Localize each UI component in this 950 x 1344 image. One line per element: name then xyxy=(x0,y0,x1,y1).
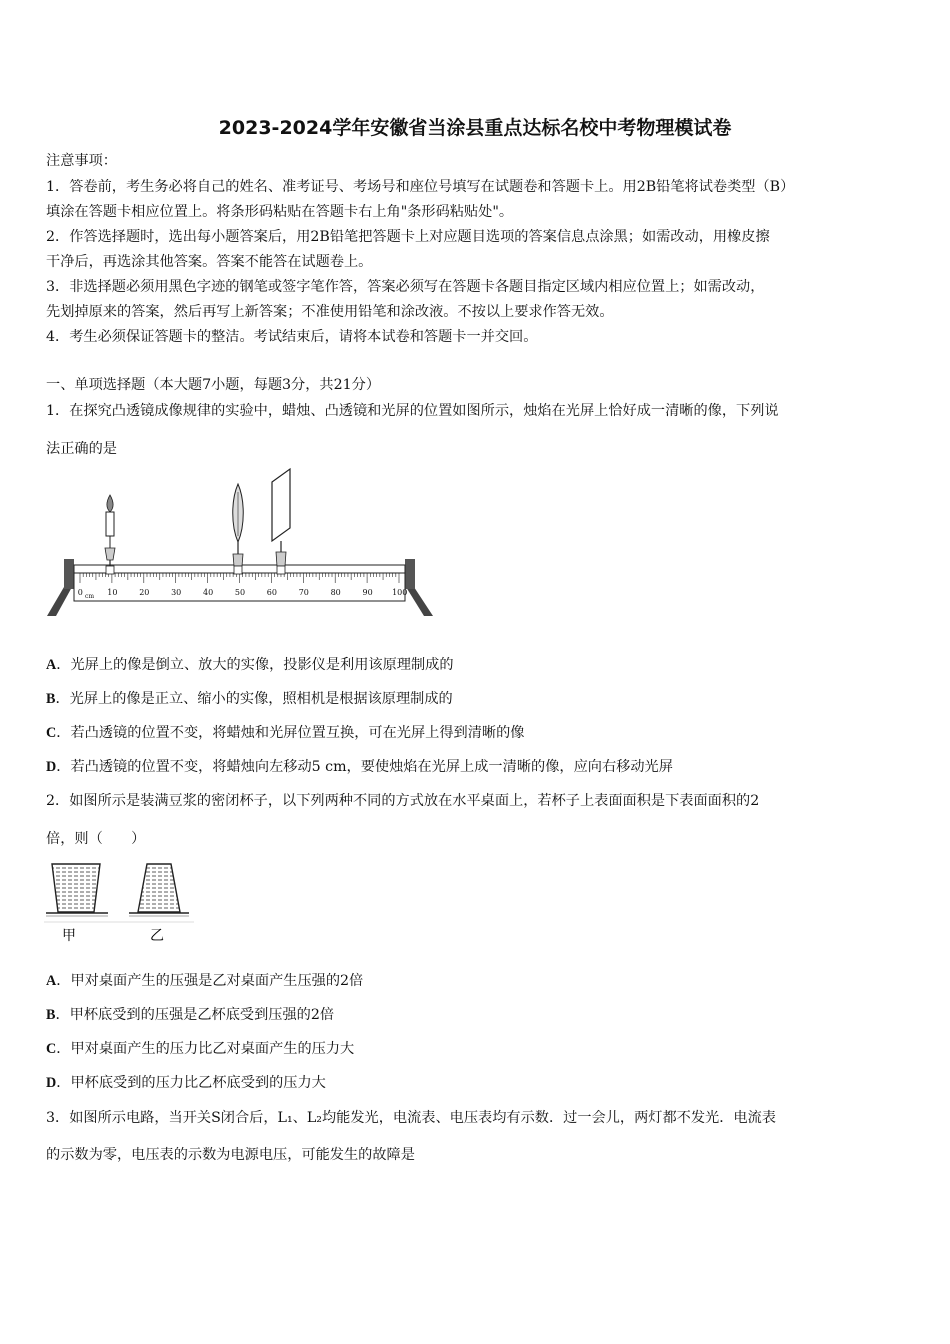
notice-line: 4．考生必须保证答题卡的整洁。考试结束后，请将本试卷和答题卡一并交回。 xyxy=(46,329,538,345)
notice-line: 3．非选择题必须用黑色字迹的钢笔或签字笔作答，答案必须写在答题卡各题目指定区域内相应位置上；如需改动， xyxy=(46,279,765,295)
section-heading: 一、单项选择题（本大题7小题，每题3分，共21分） xyxy=(46,377,381,393)
option-key: B xyxy=(46,1007,56,1023)
question-1-text: 法正确的是 xyxy=(46,441,117,457)
label-yi: 乙 xyxy=(150,928,164,944)
cup-yi xyxy=(129,864,189,916)
notice-heading: 注意事项： xyxy=(46,153,117,169)
ruler-tick-label: 40 xyxy=(203,588,214,597)
label-jia: 甲 xyxy=(62,928,76,944)
cups-figure xyxy=(44,858,194,946)
candle xyxy=(105,495,115,574)
notice-line: 先划掉原来的答案，然后再写上新答案；不准使用铅笔和涂改液。不按以上要求作答无效。 xyxy=(46,304,614,320)
q2-option-c[interactable] xyxy=(46,1040,354,1058)
option-key: C xyxy=(46,1041,57,1057)
light-screen xyxy=(272,469,290,574)
bench-end-left xyxy=(64,559,74,589)
question-2-text: 2．如图所示是装满豆浆的密闭杯子，以下列两种不同的方式放在水平桌面上，若杯子上表面面积是下表面面积的2 xyxy=(46,793,760,809)
option-key: D xyxy=(46,759,57,775)
q1-option-a[interactable] xyxy=(46,656,454,674)
page-title: 2023-2024学年安徽省当涂县重点达标名校中考物理模试卷 xyxy=(218,117,732,139)
option-key: A xyxy=(46,973,57,989)
option-key: D xyxy=(46,1075,57,1091)
option-text: ．光屏上的像是倒立、放大的实像，投影仪是利用该原理制成的 xyxy=(56,657,454,673)
notice-line: 填涂在答题卡相应位置上。将条形码粘贴在答题卡右上角"条形码粘贴处"。 xyxy=(46,204,514,220)
notice-line: 2．作答选择题时，选出每小题答案后，用2B铅笔把答题卡上对应题目选项的答案信息点涂黑；如需改动，用橡皮擦 xyxy=(46,229,770,245)
option-text: ．甲杯底受到的压强是乙杯底受到压强的2倍 xyxy=(55,1007,335,1023)
option-text: ．若凸透镜的位置不变，将蜡烛向左移动5 cm，要使烛焰在光屏上成一清晰的像，应向右移动光屏 xyxy=(56,759,673,775)
ruler-tick-label: 0 xyxy=(77,588,83,597)
ruler-tick-label: cm xyxy=(85,593,95,600)
option-text: ．若凸透镜的位置不变，将蜡烛和光屏位置互换，可在光屏上得到清晰的像 xyxy=(56,725,525,741)
q2-option-d[interactable] xyxy=(46,1074,326,1092)
notice-line: 干净后，再选涂其他答案。答案不能答在试题卷上。 xyxy=(46,254,373,270)
ruler-tick-label: 100 xyxy=(392,588,408,597)
notice-line: 1．答卷前，考生务必将自己的姓名、准考证号、考场号和座位号填写在试题卷和答题卡上。用2B铅笔将试卷类型（B） xyxy=(46,179,795,195)
ruler-tick-label: 50 xyxy=(234,588,246,597)
bench-end-right xyxy=(405,559,415,589)
convex-lens xyxy=(233,484,244,574)
option-key: A xyxy=(46,657,57,673)
option-text: ．甲对桌面产生的压力比乙对桌面产生的压力大 xyxy=(56,1041,355,1057)
option-key: B xyxy=(46,691,56,707)
ruler-tick-label: 60 xyxy=(266,588,277,597)
q2-option-a[interactable] xyxy=(46,972,363,990)
option-text: ．甲对桌面产生的压强是乙对桌面产生压强的2倍 xyxy=(56,973,364,989)
ruler-tick-label: 20 xyxy=(139,588,150,597)
question-1-text: 1．在探究凸透镜成像规律的实验中，蜡烛、凸透镜和光屏的位置如图所示，烛焰在光屏上恰好成一清晰的像，下列说 xyxy=(46,403,779,419)
optical-bench-figure xyxy=(44,462,436,618)
question-3-text: 3．如图所示电路，当开关S闭合后，L₁、L₂均能发光，电流表、电压表均有示数．过一会儿，两灯都不发光．电流表 xyxy=(46,1110,776,1126)
option-key: C xyxy=(46,725,57,741)
ruler-tick-label: 80 xyxy=(330,588,341,597)
option-text: ．甲杯底受到的压力比乙杯底受到的压力大 xyxy=(56,1075,326,1091)
option-text: ．光屏上的像是正立、缩小的实像，照相机是根据该原理制成的 xyxy=(55,691,453,707)
ruler-tick-label: 90 xyxy=(362,588,373,597)
bench-leg-left xyxy=(47,587,72,616)
ruler-tick-label: 30 xyxy=(171,588,182,597)
bench-leg-right xyxy=(406,587,433,616)
ruler-tick-label: 70 xyxy=(298,588,309,597)
question-2-text: 倍，则（ ） xyxy=(46,831,146,847)
q2-option-b[interactable] xyxy=(46,1006,334,1024)
question-3-text: 的示数为零，电压表的示数为电源电压，可能发生的故障是 xyxy=(46,1147,415,1163)
q1-option-b[interactable] xyxy=(46,690,453,708)
ruler-tick-label: 10 xyxy=(107,588,118,597)
cup-jia xyxy=(46,864,108,916)
q1-option-d[interactable] xyxy=(46,758,673,776)
q1-option-c[interactable] xyxy=(46,724,524,742)
